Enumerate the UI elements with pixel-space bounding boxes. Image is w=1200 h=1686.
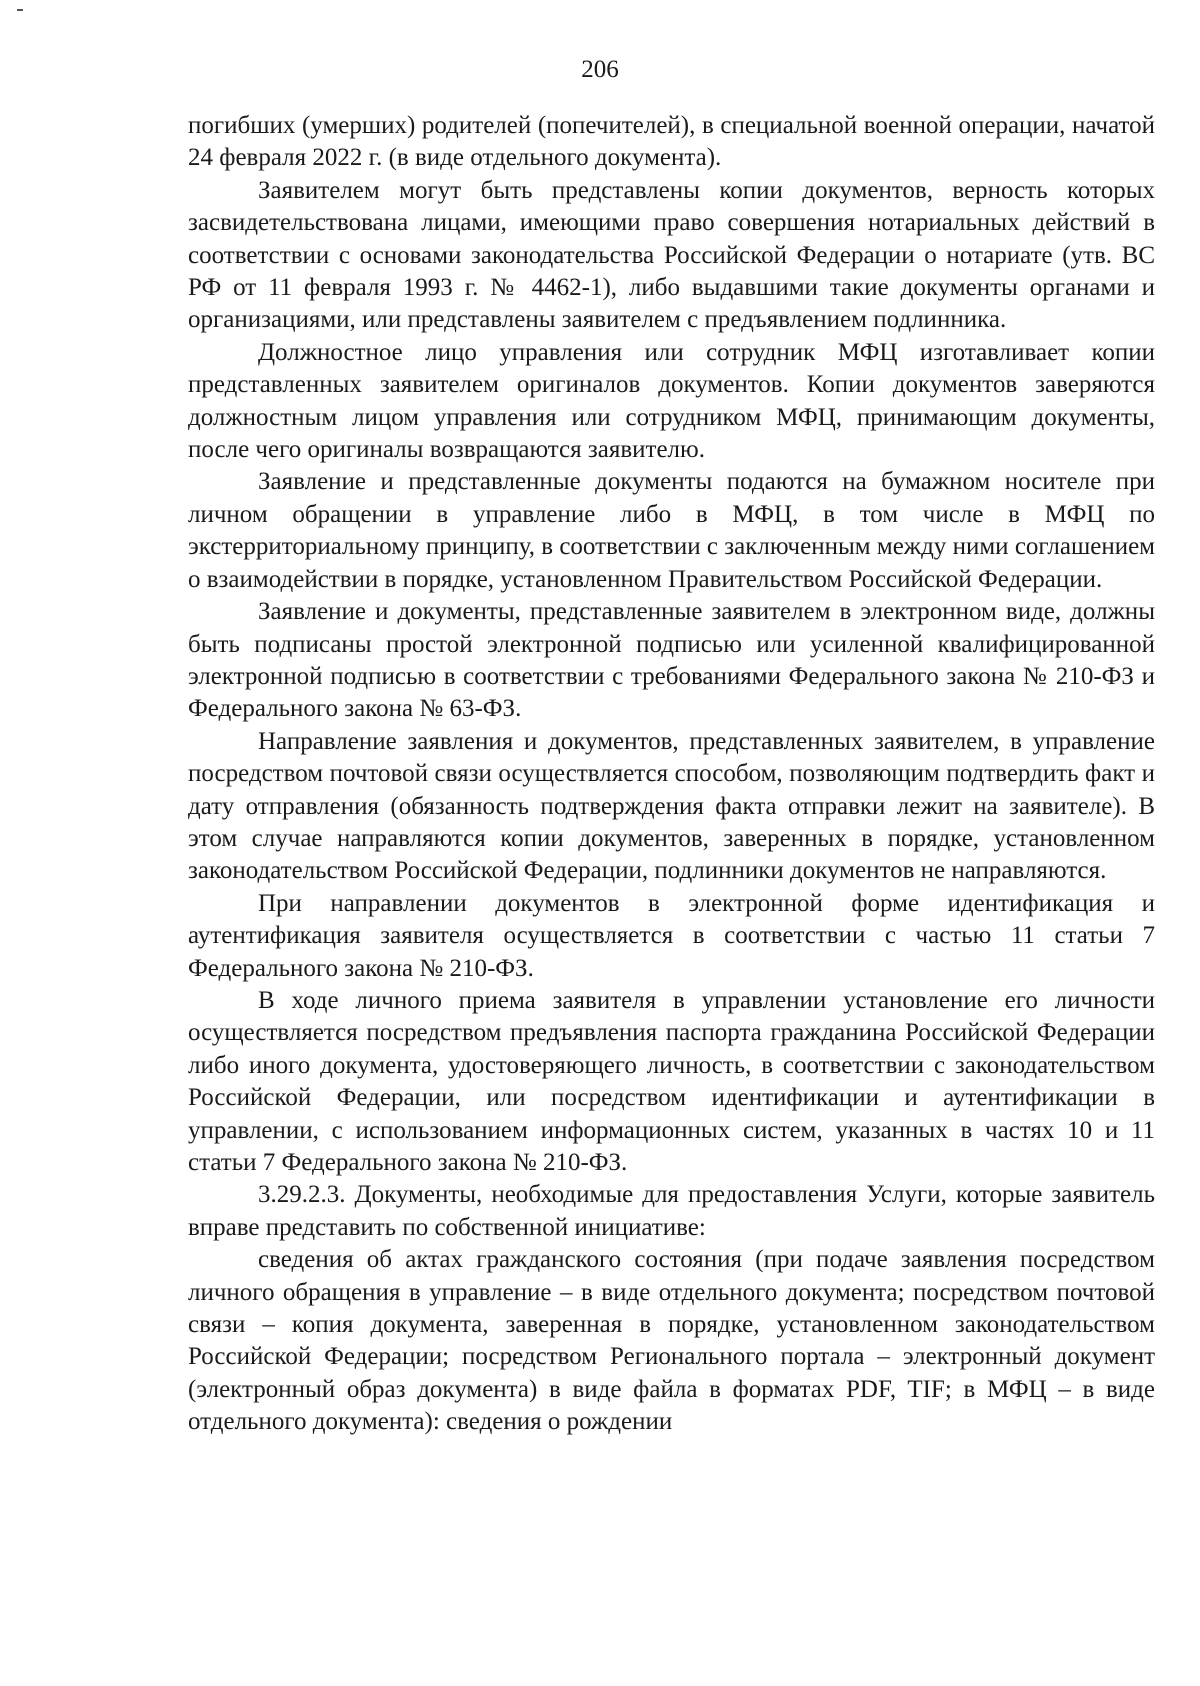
paragraph: 3.29.2.3. Документы, необходимые для предоставления Услуги, которые заявитель вправе представить по собственной инициативе:: [188, 1181, 1155, 1241]
scan-artifact: [17, 9, 23, 11]
paragraph: Должностное лицо управления или сотрудник МФЦ изготавливает копии представленных заявителем оригиналов документов. Копии документов заверяются должностным лицом управления или сотрудником МФЦ, принимающим документы, после чего оригиналы возвращаются заявителю.: [188, 338, 1155, 464]
paragraph: В ходе личного приема заявителя в управлении установление его личности осуществляется посредством предъявления паспорта гражданина Российской Федерации либо иного документа, удостоверяющего личность, в соответствии с законодательством Российской Федерации, или посредством идентификации и аутентификации в управлении, с использованием информационных систем, указанных в частях 10 и 11 статьи 7 Федерального закона № 210-ФЗ.: [188, 986, 1155, 1176]
paragraph: сведения об актах гражданского состояния (при подаче заявления посредством личного обращения в управление – в виде отдельного документа; посредством почтовой связи – копия документа, заверенная в порядке, установленном законодательством Российской Федерации; посредством Регионального портала – электронный документ (электронный образ документа) в виде файла в форматах PDF, TIF; в МФЦ – в виде отдельного документа): сведения о рождении: [188, 1246, 1155, 1436]
body-text: [188, 110, 1155, 1439]
paragraph: При направлении документов в электронной форме идентификация и аутентификация заявителя осуществляется в соответствии с частью 11 статьи 7 Федерального закона № 210-ФЗ.: [188, 889, 1155, 982]
paragraph: Заявителем могут быть представлены копии документов, верность которых засвидетельствована лицами, имеющими право совершения нотариальных действий в соответствии с основами законодательства Российской Федерации о нотариате (утв. ВС РФ от 11 февраля 1993 г. № 4462-1), либо выдавшими такие документы органами и организациями, или представлены заявителем с предъявлением подлинника.: [188, 176, 1155, 334]
page-number: 206: [581, 56, 619, 83]
paragraph: Заявление и представленные документы подаются на бумажном носителе при личном обращении в управление либо в МФЦ, в том числе в МФЦ по экстерриториальному принципу, в соответствии с заключенным между ними соглашением о взаимодействии в порядке, установленном Правительством Российской Федерации.: [188, 468, 1155, 593]
paragraph: погибших (умерших) родителей (попечителей), в специальной военной операции, начатой 24 февраля 2022 г. (в виде отдельного документа).: [188, 112, 1155, 172]
paragraph: Направление заявления и документов, представленных заявителем, в управление посредством почтовой связи осуществляется способом, позволяющим подтвердить факт и дату отправления (обязанность подтверждения факта отправки лежит на заявителе). В этом случае направляются копии документов, заверенных в порядке, установленном законодательством Российской Федерации, подлинники документов не направляются.: [188, 727, 1155, 885]
paragraph: Заявление и документы, представленные заявителем в электронном виде, должны быть подписаны простой электронной подписью или усиленной квалифицированной электронной подписью в соответствии с требованиями Федерального закона № 210-ФЗ и Федерального закона № 63-ФЗ.: [188, 598, 1155, 723]
